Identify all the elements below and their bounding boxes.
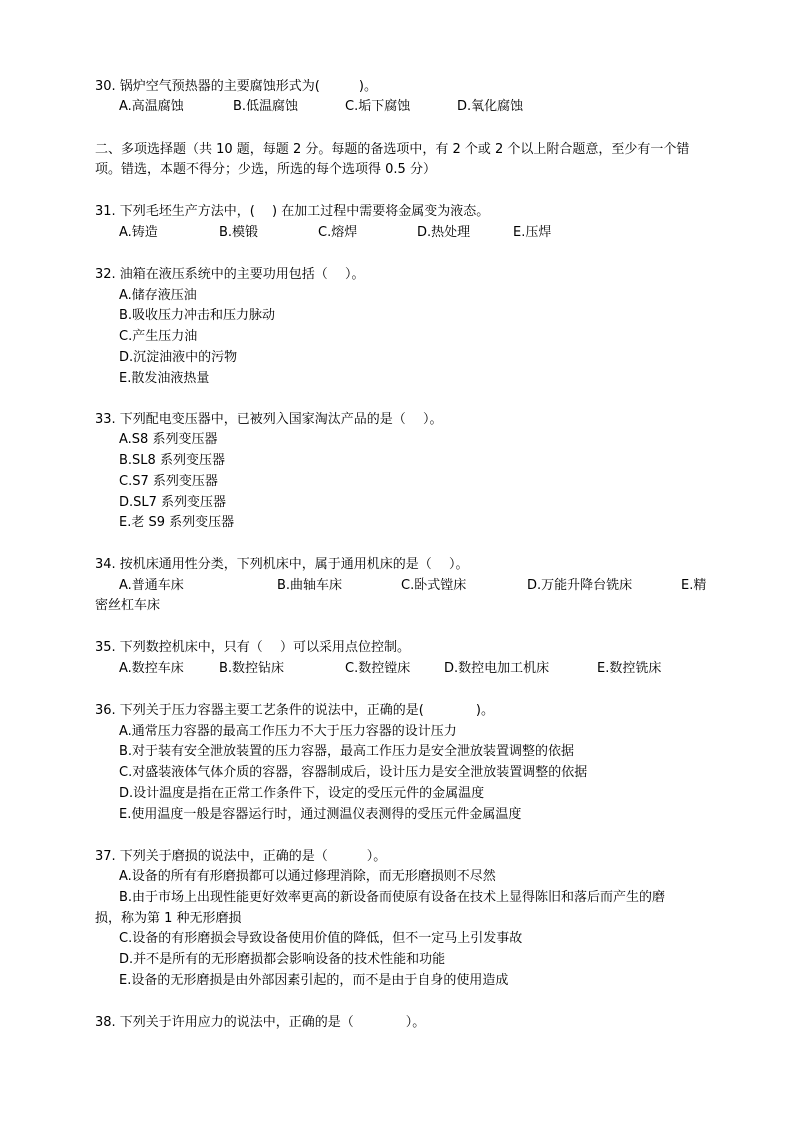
option-b: B.低温腐蚀 bbox=[233, 99, 299, 114]
option-c: C.对盛装液体气体介质的容器，容器制成后，设计压力是安全泄放装置调整的依据 bbox=[119, 765, 588, 780]
question-stem: 32. 油箱在液压系统中的主要功用包括（ ）。 bbox=[95, 267, 365, 282]
option-c: C.S7 系列变压器 bbox=[119, 474, 218, 489]
option-a: A.储存液压油 bbox=[119, 288, 197, 303]
option-d: D.沉淀油液中的污物 bbox=[119, 350, 238, 365]
option-b: B.吸收压力冲击和压力脉动 bbox=[119, 308, 276, 323]
question-stem: 38. 下列关于许用应力的说法中，正确的是（ ）。 bbox=[95, 1015, 426, 1030]
question-stem: 31. 下列毛坯生产方法中，( ) 在加工过程中需要将金属变为液态。 bbox=[95, 204, 490, 219]
option-b: B.由于市场上出现性能更好效率更高的新设备而使原有设备在技术上显得陈旧和落后而产生的磨 bbox=[119, 890, 666, 905]
option-d: D.设计温度是指在正常工作条件下，设定的受压元件的金属温度 bbox=[119, 786, 485, 801]
option-d: D.并不是所有的无形磨损都会影响设备的技术性能和功能 bbox=[119, 952, 446, 967]
option-c: C.产生压力油 bbox=[119, 329, 198, 344]
option-b: B.对于装有安全泄放装置的压力容器，最高工作压力是安全泄放装置调整的依据 bbox=[119, 744, 575, 759]
option-a: A.铸造 bbox=[119, 225, 158, 240]
option-e: E.压焊 bbox=[513, 225, 552, 240]
option-a: A.高温腐蚀 bbox=[119, 99, 184, 114]
option-c: C.熔焊 bbox=[318, 225, 358, 240]
option-b: B.曲轴车床 bbox=[277, 578, 343, 593]
option-e: E.散发油液热量 bbox=[119, 371, 210, 386]
question-stem: 37. 下列关于磨损的说法中，正确的是（ ）。 bbox=[95, 849, 387, 864]
section-heading-line2: 项。错选，本题不得分；少选，所选的每个选项得 0.5 分） bbox=[95, 162, 436, 177]
option-a: A.设备的所有有形磨损都可以通过修理消除，而无形磨损则不尽然 bbox=[119, 869, 496, 884]
section-heading-line1: 二、多项选择题（共 10 题，每题 2 分。每题的备选项中，有 2 个或 2 个以上附合题意，至少有一个错 bbox=[95, 142, 690, 157]
option-d: D.氧化腐蚀 bbox=[457, 99, 524, 114]
option-e-continuation: 密丝杠车床 bbox=[95, 598, 161, 613]
question-stem: 34. 按机床通用性分类，下列机床中，属于通用机床的是（ ）。 bbox=[95, 557, 469, 572]
option-d: D.SL7 系列变压器 bbox=[119, 495, 227, 510]
option-d: D.万能升降台铣床 bbox=[527, 578, 633, 593]
question-stem: 30. 锅炉空气预热器的主要腐蚀形式为( )。 bbox=[95, 79, 377, 94]
option-e: E.数控铣床 bbox=[597, 661, 662, 676]
option-b: B.SL8 系列变压器 bbox=[119, 453, 225, 468]
option-d: D.热处理 bbox=[417, 225, 471, 240]
option-c: C.设备的有形磨损会导致设备使用价值的降低，但不一定马上引发事故 bbox=[119, 931, 523, 946]
option-d: D.数控电加工机床 bbox=[444, 661, 550, 676]
option-c: C.数控镗床 bbox=[345, 661, 411, 676]
option-a: A.通常压力容器的最高工作压力不大于压力容器的设计压力 bbox=[119, 724, 457, 739]
option-b-continuation: 损，称为第 1 种无形磨损 bbox=[95, 911, 242, 926]
question-stem: 35. 下列数控机床中，只有（ ）可以采用点位控制。 bbox=[95, 640, 410, 655]
option-c: C.垢下腐蚀 bbox=[345, 99, 411, 114]
option-b: B.模锻 bbox=[219, 225, 259, 240]
option-e: E.使用温度一般是容器运行时，通过测温仪表测得的受压元件金属温度 bbox=[119, 807, 522, 822]
option-e: E.精 bbox=[681, 578, 707, 593]
option-e: E.设备的无形磨损是由外部因素引起的，而不是由于自身的使用造成 bbox=[119, 973, 509, 988]
option-b: B.数控钻床 bbox=[219, 661, 285, 676]
question-stem: 33. 下列配电变压器中，已被列入国家淘汰产品的是（ ）。 bbox=[95, 412, 443, 427]
option-a: A.普通车床 bbox=[119, 578, 184, 593]
option-e: E.老 S9 系列变压器 bbox=[119, 515, 235, 530]
option-a: A.S8 系列变压器 bbox=[119, 432, 218, 447]
option-c: C.卧式镗床 bbox=[401, 578, 467, 593]
option-a: A.数控车床 bbox=[119, 661, 184, 676]
question-stem: 36. 下列关于压力容器主要工艺条件的说法中，正确的是( )。 bbox=[95, 703, 494, 718]
